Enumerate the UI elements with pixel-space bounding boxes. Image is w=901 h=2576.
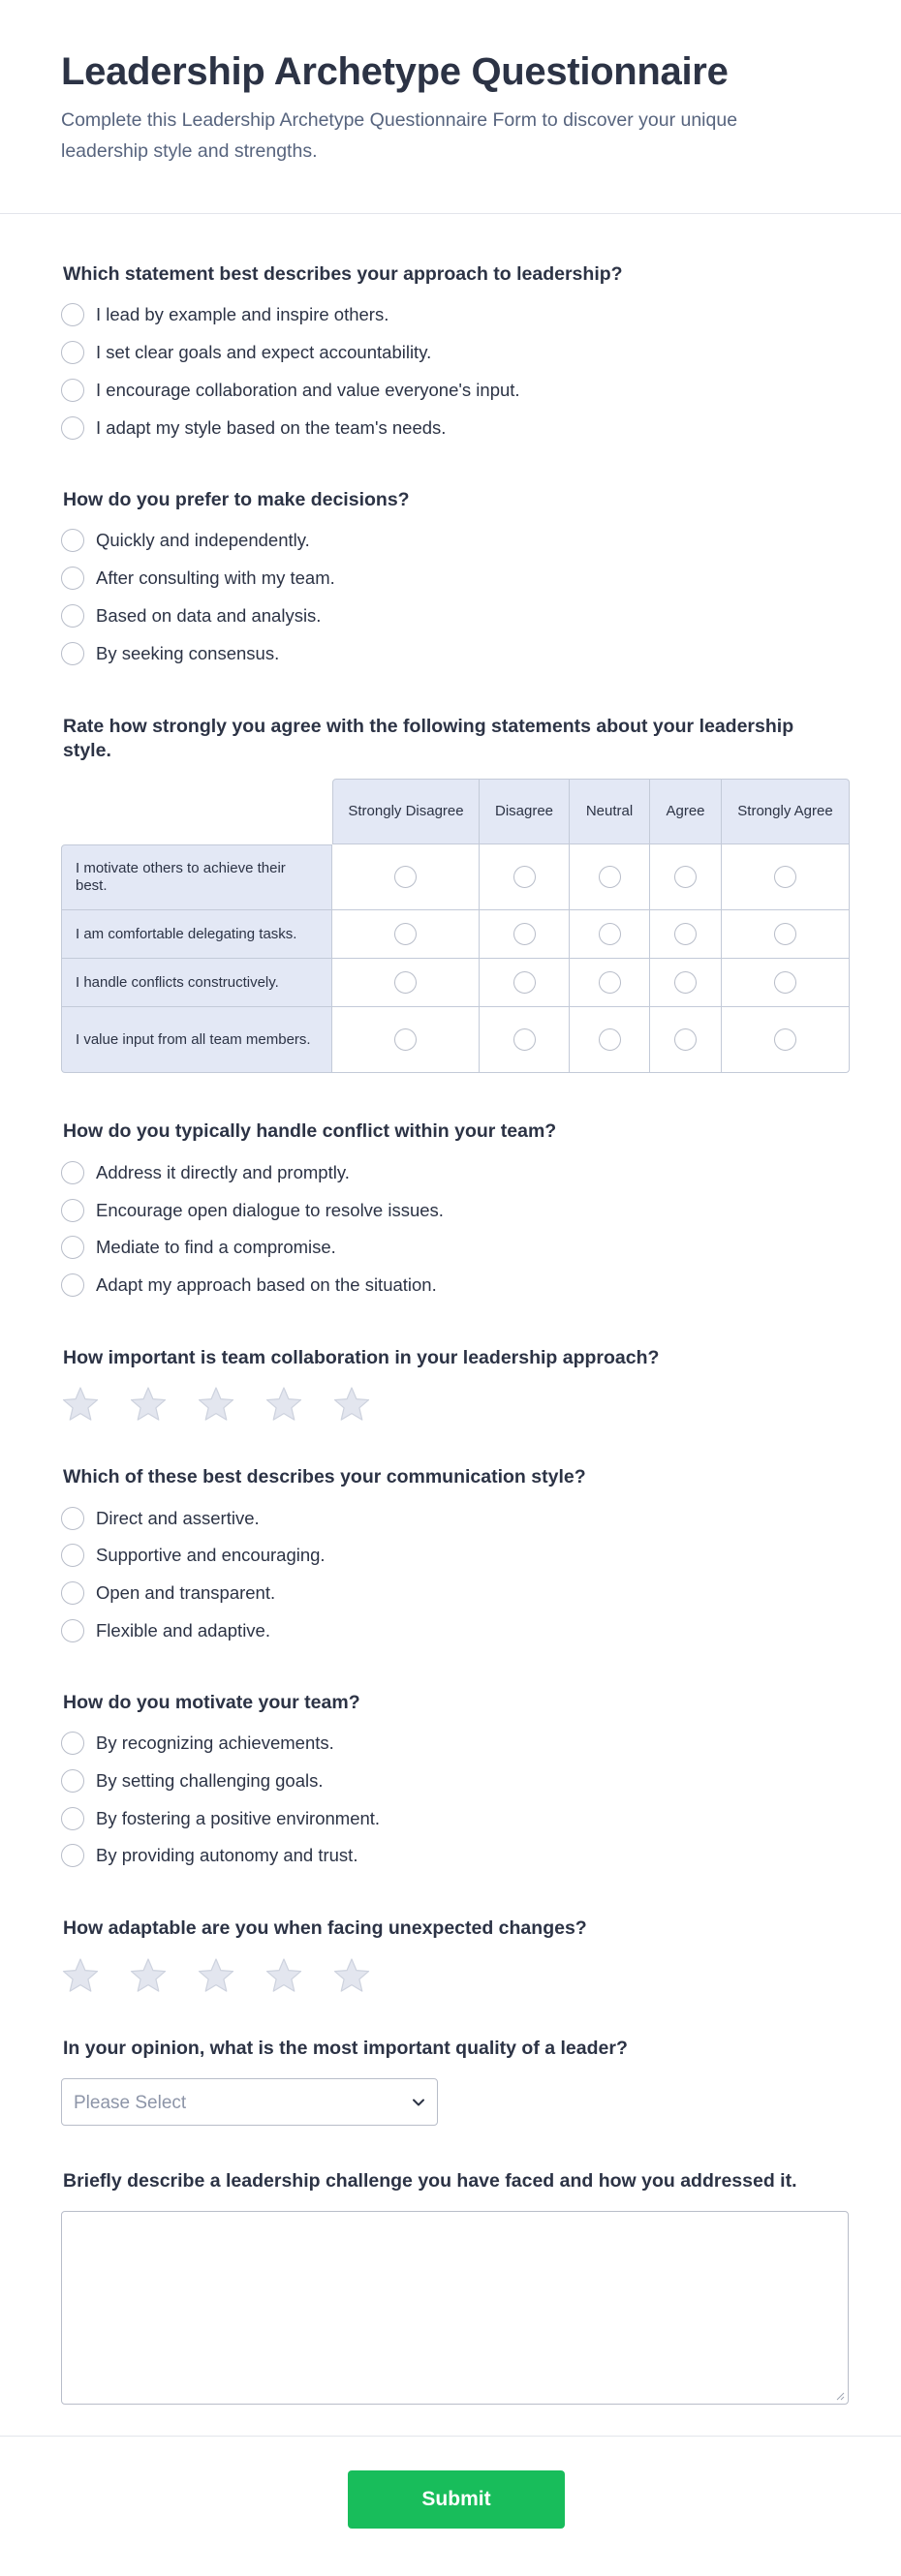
radio-option-label: Flexible and adaptive. xyxy=(96,1620,270,1641)
matrix-cell xyxy=(650,1007,722,1073)
form-title: Leadership Archetype Questionnaire xyxy=(61,50,729,93)
star-rating xyxy=(61,1385,400,1424)
matrix-cell xyxy=(480,1007,570,1073)
star-icon[interactable] xyxy=(264,1956,303,1995)
resize-grip-icon[interactable] xyxy=(835,2391,845,2401)
matrix-radio-button[interactable] xyxy=(599,866,621,888)
radio-button[interactable] xyxy=(61,1581,84,1605)
radio-option-label: Adapt my approach based on the situation. xyxy=(96,1274,437,1295)
matrix-column-header: Strongly Agree xyxy=(722,779,850,844)
chevron-down-icon xyxy=(410,2094,427,2111)
matrix-cell xyxy=(722,959,850,1007)
star-icon[interactable] xyxy=(129,1956,168,1995)
radio-button[interactable] xyxy=(61,1236,84,1259)
matrix-cell xyxy=(570,959,650,1007)
matrix-radio-button[interactable] xyxy=(394,971,417,994)
radio-option[interactable] xyxy=(61,1159,350,1186)
star-icon[interactable] xyxy=(61,1385,100,1424)
radio-button[interactable] xyxy=(61,1507,84,1530)
radio-button[interactable] xyxy=(61,379,84,402)
matrix-cell xyxy=(570,844,650,910)
matrix-cell xyxy=(480,959,570,1007)
matrix-radio-button[interactable] xyxy=(599,1028,621,1051)
radio-option[interactable] xyxy=(61,301,388,328)
radio-option-label: After consulting with my team. xyxy=(96,567,335,588)
radio-option[interactable] xyxy=(61,414,446,442)
matrix-radio-button[interactable] xyxy=(513,923,536,945)
matrix-cell xyxy=(480,910,570,959)
radio-button[interactable] xyxy=(61,567,84,590)
matrix-radio-button[interactable] xyxy=(674,971,697,994)
submit-button[interactable]: Submit xyxy=(348,2470,565,2529)
radio-option-label: Direct and assertive. xyxy=(96,1508,260,1528)
radio-option-label: I lead by example and inspire others. xyxy=(96,304,389,324)
star-icon[interactable] xyxy=(197,1385,235,1424)
radio-option-label: By recognizing achievements. xyxy=(96,1733,334,1753)
matrix-column-header: Strongly Disagree xyxy=(332,779,480,844)
matrix-radio-button[interactable] xyxy=(513,866,536,888)
radio-button[interactable] xyxy=(61,1619,84,1642)
radio-option-label: By setting challenging goals. xyxy=(96,1770,324,1791)
radio-option[interactable] xyxy=(61,1272,437,1299)
matrix-cell xyxy=(332,844,480,910)
matrix-cell xyxy=(570,910,650,959)
radio-option-label: I encourage collaboration and value everyone's input. xyxy=(96,380,520,400)
star-icon[interactable] xyxy=(332,1956,371,1995)
matrix-row-label: I handle conflicts constructively. xyxy=(61,959,332,1007)
form-header xyxy=(0,0,901,214)
radio-option[interactable] xyxy=(61,1197,444,1224)
radio-option-label: Encourage open dialogue to resolve issues. xyxy=(96,1200,444,1220)
radio-option[interactable] xyxy=(61,640,279,667)
matrix-radio-button[interactable] xyxy=(774,866,796,888)
question-leadership-approach-label: Which statement best describes your approach to leadership? xyxy=(63,263,623,285)
radio-option[interactable] xyxy=(61,1234,336,1261)
matrix-radio-button[interactable] xyxy=(394,1028,417,1051)
matrix-radio-button[interactable] xyxy=(513,1028,536,1051)
challenge-textarea[interactable] xyxy=(61,2211,849,2405)
radio-option[interactable] xyxy=(61,1579,275,1607)
matrix-cell xyxy=(722,1007,850,1073)
radio-option[interactable] xyxy=(61,1730,334,1757)
footer-divider xyxy=(0,2436,901,2437)
matrix-cell xyxy=(650,844,722,910)
radio-button[interactable] xyxy=(61,529,84,552)
matrix-cell xyxy=(570,1007,650,1073)
radio-option[interactable] xyxy=(61,339,431,366)
matrix-radio-button[interactable] xyxy=(774,923,796,945)
matrix-radio-button[interactable] xyxy=(774,971,796,994)
star-icon[interactable] xyxy=(264,1385,303,1424)
form-subtitle: Complete this Leadership Archetype Questionnaire Form to discover your unique leadership style and strengths. xyxy=(61,109,738,162)
matrix-cell xyxy=(332,959,480,1007)
rating-matrix xyxy=(61,779,850,1076)
radio-option-label: Address it directly and promptly. xyxy=(96,1162,350,1182)
radio-button[interactable] xyxy=(61,604,84,628)
radio-button[interactable] xyxy=(61,1844,84,1867)
matrix-radio-button[interactable] xyxy=(774,1028,796,1051)
question-quality-label: In your opinion, what is the most important quality of a leader? xyxy=(63,2038,628,2059)
radio-option-label: Supportive and encouraging. xyxy=(96,1545,326,1565)
matrix-row-label: I motivate others to achieve their best. xyxy=(61,844,332,910)
radio-button[interactable] xyxy=(61,1769,84,1793)
matrix-cell xyxy=(332,1007,480,1073)
question-adaptable-label: How adaptable are you when facing unexpected changes? xyxy=(63,1917,587,1939)
radio-button[interactable] xyxy=(61,1199,84,1222)
radio-option[interactable] xyxy=(61,565,335,592)
radio-button[interactable] xyxy=(61,1273,84,1297)
matrix-radio-button[interactable] xyxy=(394,923,417,945)
question-communication-label: Which of these best describes your communication style? xyxy=(63,1466,586,1487)
star-icon[interactable] xyxy=(197,1956,235,1995)
radio-option[interactable] xyxy=(61,377,520,404)
radio-option[interactable] xyxy=(61,1767,323,1794)
matrix-radio-button[interactable] xyxy=(513,971,536,994)
matrix-row-label: I value input from all team members. xyxy=(61,1007,332,1073)
matrix-cell xyxy=(332,910,480,959)
radio-option-label: I set clear goals and expect accountability. xyxy=(96,342,432,362)
radio-option[interactable] xyxy=(61,1842,357,1869)
matrix-radio-button[interactable] xyxy=(599,923,621,945)
radio-option-label: By seeking consensus. xyxy=(96,643,280,663)
radio-option-label: Quickly and independently. xyxy=(96,530,310,550)
radio-button[interactable] xyxy=(61,1732,84,1755)
quality-dropdown[interactable] xyxy=(61,2078,438,2126)
radio-button[interactable] xyxy=(61,1807,84,1830)
question-challenge-label: Briefly describe a leadership challenge you have faced and how you addressed it. xyxy=(63,2170,797,2192)
radio-button[interactable] xyxy=(61,416,84,440)
dropdown-placeholder: Please Select xyxy=(74,2093,187,2113)
radio-option-label: By fostering a positive environment. xyxy=(96,1808,381,1828)
matrix-column-header: Agree xyxy=(650,779,722,844)
radio-option-label: I adapt my style based on the team's needs. xyxy=(96,417,447,438)
matrix-cell xyxy=(722,844,850,910)
radio-button[interactable] xyxy=(61,1161,84,1184)
radio-button[interactable] xyxy=(61,341,84,364)
matrix-radio-button[interactable] xyxy=(674,923,697,945)
radio-option-label: By providing autonomy and trust. xyxy=(96,1845,358,1865)
radio-option-label: Based on data and analysis. xyxy=(96,605,322,626)
matrix-radio-button[interactable] xyxy=(599,971,621,994)
radio-option-label: Open and transparent. xyxy=(96,1582,276,1603)
radio-option[interactable] xyxy=(61,1505,260,1532)
matrix-radio-button[interactable] xyxy=(674,1028,697,1051)
radio-option[interactable] xyxy=(61,1542,326,1569)
matrix-column-header: Disagree xyxy=(480,779,570,844)
star-icon[interactable] xyxy=(129,1385,168,1424)
matrix-cell xyxy=(650,959,722,1007)
radio-option[interactable] xyxy=(61,1617,270,1644)
radio-option-label: Mediate to find a compromise. xyxy=(96,1237,336,1257)
matrix-column-header: Neutral xyxy=(570,779,650,844)
question-rating-matrix-label: Rate how strongly you agree with the following statements about your leadership style. xyxy=(63,716,794,761)
question-motivate-label: How do you motivate your team? xyxy=(63,1692,360,1713)
question-decisions-label: How do you prefer to make decisions? xyxy=(63,489,410,510)
star-icon[interactable] xyxy=(332,1385,371,1424)
radio-button[interactable] xyxy=(61,303,84,326)
radio-button[interactable] xyxy=(61,642,84,665)
question-conflict-label: How do you typically handle conflict within your team? xyxy=(63,1120,557,1142)
radio-option[interactable] xyxy=(61,1805,380,1832)
matrix-cell xyxy=(650,910,722,959)
question-collaboration-label: How important is team collaboration in your leadership approach? xyxy=(63,1347,660,1368)
radio-option[interactable] xyxy=(61,527,310,554)
star-rating xyxy=(61,1956,400,1995)
matrix-row-label: I am comfortable delegating tasks. xyxy=(61,910,332,959)
matrix-cell xyxy=(722,910,850,959)
radio-button[interactable] xyxy=(61,1544,84,1567)
matrix-cell xyxy=(480,844,570,910)
radio-option[interactable] xyxy=(61,602,321,629)
matrix-radio-button[interactable] xyxy=(394,866,417,888)
matrix-radio-button[interactable] xyxy=(674,866,697,888)
star-icon[interactable] xyxy=(61,1956,100,1995)
